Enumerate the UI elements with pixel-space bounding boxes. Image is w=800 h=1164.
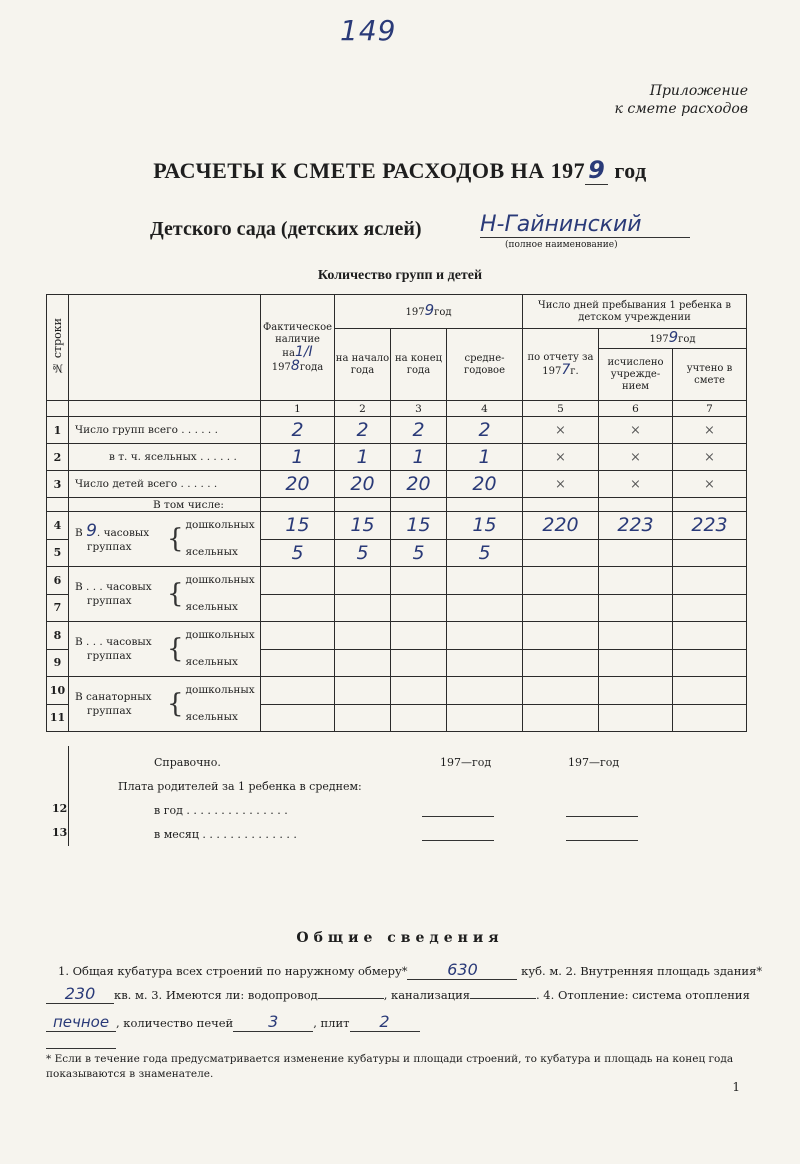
table-cell	[261, 622, 335, 650]
colnum-6: 6	[599, 401, 673, 417]
cell-value: 5	[261, 539, 335, 567]
days-group-header: Число дней пребывания 1 ребенка в детском учреждении	[523, 295, 747, 329]
groups-children-table	[46, 294, 747, 732]
row-label: Число детей всего . . . . . .	[69, 471, 261, 498]
title-year-handwritten: 9	[585, 156, 608, 185]
cell-value: 220	[523, 512, 599, 540]
table-cell	[447, 567, 523, 595]
colnum-3: 3	[391, 401, 447, 417]
table-cell	[523, 498, 599, 512]
table-cell	[599, 649, 673, 677]
table-cell	[261, 594, 335, 622]
volume-handwritten: 630	[407, 960, 517, 980]
table-cell	[391, 649, 447, 677]
table-cell	[673, 649, 747, 677]
reference-year-2: 197—год	[568, 756, 620, 769]
group-a-hours-handwritten: 9	[86, 521, 97, 541]
label-header	[69, 295, 261, 401]
cross-mark: ×	[523, 417, 599, 444]
cell-value: 223	[599, 512, 673, 540]
stoves-label: , количество печей	[116, 1016, 234, 1030]
table-cell	[599, 567, 673, 595]
table-cell	[335, 704, 391, 732]
per-month-label: в месяц . . . . . . . . . . . . . .	[154, 828, 297, 841]
row-number: 4	[47, 512, 69, 540]
footnote: * Если в течение года предусматривается изменение кубатуры и площади строений, то кубатура и площадь на конец года показываются в знаменателе.	[46, 1053, 734, 1080]
in-that-number-label: В том числе:	[69, 498, 261, 512]
table-cell	[523, 594, 599, 622]
cell-value: 15	[447, 512, 523, 540]
table-row	[47, 512, 747, 540]
table-cell	[391, 677, 447, 705]
colnum-4: 4	[447, 401, 523, 417]
row-number: 10	[47, 677, 69, 705]
row-number: 5	[47, 539, 69, 567]
cell-value: 15	[261, 512, 335, 540]
table-cell	[523, 677, 599, 705]
cross-mark: ×	[599, 444, 673, 471]
table-cell	[391, 498, 447, 512]
institution-name-handwritten: Н-Гайнинский	[480, 212, 690, 238]
cell-value: 5	[335, 539, 391, 567]
sewer-value	[470, 998, 536, 999]
col2-header: на начало года	[335, 329, 391, 401]
table-cell	[335, 677, 391, 705]
plates-label: , плит	[313, 1016, 350, 1030]
cell-value: 20	[391, 471, 447, 498]
table-row	[47, 471, 747, 498]
col4-header: средне-годовое	[447, 329, 523, 401]
colnum-2: 2	[335, 401, 391, 417]
cell-value: 5	[447, 539, 523, 567]
handwritten-page-number: 149	[340, 14, 397, 47]
table-cell	[599, 704, 673, 732]
per-month-value-2	[566, 840, 638, 841]
row-number: 1	[47, 417, 69, 444]
group-b-label: В . . . часовых группах { дошкольных ясельных	[69, 567, 261, 622]
year-group-header: 1979год	[335, 295, 523, 329]
table-row	[47, 622, 747, 650]
sheet-number: 1	[732, 1080, 740, 1094]
colnum-1: 1	[261, 401, 335, 417]
table-cell	[523, 649, 599, 677]
table-cell	[447, 649, 523, 677]
title-suffix: год	[614, 158, 647, 183]
table-cell	[447, 622, 523, 650]
table-cell	[261, 704, 335, 732]
area-handwritten: 230	[46, 984, 114, 1004]
reference-year-1: 197—год	[440, 756, 492, 769]
group-d-label: В санаторных группах { дошкольных ясельных	[69, 677, 261, 732]
institution-name-caption: (полное наименование)	[505, 240, 618, 250]
row-label: Число групп всего . . . . . .	[69, 417, 261, 444]
table-cell	[335, 594, 391, 622]
col6-header: исчислено учрежде-нием	[599, 349, 673, 401]
cross-mark: ×	[523, 471, 599, 498]
appendix-line-1: Приложение	[649, 83, 748, 99]
actual-date-handwritten: 1/I	[294, 343, 313, 360]
cell-value: 2	[391, 417, 447, 444]
col7-header: учтено в смете	[673, 349, 747, 401]
heating-handwritten: печное	[46, 1013, 116, 1032]
table-cell	[447, 677, 523, 705]
cross-mark: ×	[673, 471, 747, 498]
reference-block	[46, 746, 746, 856]
table-cell	[599, 594, 673, 622]
row-number: 3	[47, 471, 69, 498]
cell-value: 1	[447, 444, 523, 471]
cross-mark: ×	[673, 444, 747, 471]
table-cell	[673, 677, 747, 705]
row-label: в т. ч. ясельных . . . . . .	[69, 444, 261, 471]
rownum-header: № строки	[47, 295, 69, 401]
table-cell	[261, 649, 335, 677]
water-label: кв. м. 3. Имеются ли: водопровод	[114, 988, 318, 1002]
reference-label: Справочно.	[154, 756, 221, 769]
table-cell	[447, 498, 523, 512]
table-cell	[261, 498, 335, 512]
general-line-2	[46, 984, 750, 1004]
table-row	[47, 417, 747, 444]
colnum-blank	[47, 401, 69, 417]
stoves-handwritten: 3	[233, 1012, 313, 1032]
year-group-handwritten: 9	[424, 301, 435, 319]
table-cell	[673, 594, 747, 622]
table-cell	[599, 498, 673, 512]
row-number-12: 12	[52, 802, 68, 815]
table-cell	[523, 622, 599, 650]
row-number-13: 13	[52, 826, 68, 839]
table-title: Количество групп и детей	[317, 268, 483, 283]
row-number: 2	[47, 444, 69, 471]
col1-header: Фактическое наличие на1/I 1978года	[261, 295, 335, 401]
cell-value: 20	[335, 471, 391, 498]
per-year-value-1	[422, 816, 494, 817]
title-prefix: РАСЧЕТЫ К СМЕТЕ РАСХОДОВ НА 197	[153, 158, 586, 183]
cell-value: 5	[391, 539, 447, 567]
cell-value: 20	[447, 471, 523, 498]
cell-value: 2	[335, 417, 391, 444]
cell-value: 1	[391, 444, 447, 471]
cell-value: 223	[673, 512, 747, 540]
sub-year-header: 1979год	[599, 329, 747, 349]
table-cell	[673, 567, 747, 595]
table-row	[47, 444, 747, 471]
page-title	[0, 156, 800, 185]
table-cell	[673, 622, 747, 650]
cell-value: 15	[335, 512, 391, 540]
table-cell	[391, 704, 447, 732]
table-cell	[599, 622, 673, 650]
row-number: 7	[47, 594, 69, 622]
actual-year-handwritten: 8	[290, 357, 300, 374]
cell-value: 1	[261, 444, 335, 471]
table-cell	[335, 649, 391, 677]
table-row	[47, 567, 747, 595]
water-value	[318, 998, 384, 999]
parent-fee-label: Плата родителей за 1 ребенка в среднем:	[118, 780, 362, 793]
group-c-label: В . . . часовых группах { дошкольных ясельных	[69, 622, 261, 677]
cell-value	[599, 539, 673, 567]
row-number: 8	[47, 622, 69, 650]
per-month-value-1	[422, 840, 494, 841]
row-number-blank	[47, 498, 69, 512]
institution-label: Детского сада (детских яслей)	[150, 218, 422, 240]
cell-value	[673, 539, 747, 567]
colnum-5: 5	[523, 401, 599, 417]
sub-year-handwritten: 9	[668, 328, 679, 346]
row-number: 9	[47, 649, 69, 677]
plates-handwritten: 2	[350, 1012, 420, 1032]
group-a-label: В 9. часовых группах { дошкольных ясельных	[69, 512, 261, 567]
table-cell	[391, 594, 447, 622]
table-cell	[391, 622, 447, 650]
general-info-title: Общие сведения	[296, 930, 504, 946]
table-row	[47, 677, 747, 705]
appendix-note	[615, 82, 748, 118]
cell-value: 2	[447, 417, 523, 444]
table-cell	[335, 622, 391, 650]
table-cell	[261, 677, 335, 705]
cell-value: 1	[335, 444, 391, 471]
sewer-label: , канализация	[383, 988, 470, 1002]
colnum-blank-label	[69, 401, 261, 417]
per-year-label: в год . . . . . . . . . . . . . . .	[154, 804, 288, 817]
cell-value: 20	[261, 471, 335, 498]
table-cell	[335, 498, 391, 512]
table-cell	[261, 567, 335, 595]
cross-mark: ×	[523, 444, 599, 471]
table-cell	[599, 677, 673, 705]
appendix-line-2: к смете расходов	[614, 101, 748, 117]
cross-mark: ×	[673, 417, 747, 444]
general-line-3	[46, 1012, 420, 1032]
cell-value	[523, 539, 599, 567]
col3-header: на конец года	[391, 329, 447, 401]
row-number: 11	[47, 704, 69, 732]
col5-year-handwritten: 7	[561, 361, 571, 378]
footnote-divider	[46, 1048, 116, 1049]
table-cell	[447, 704, 523, 732]
per-year-value-2	[566, 816, 638, 817]
area-label: куб. м. 2. Внутренняя площадь здания*	[521, 964, 763, 978]
row-number: 6	[47, 567, 69, 595]
cross-mark: ×	[599, 417, 673, 444]
cross-mark: ×	[599, 471, 673, 498]
table-cell	[523, 567, 599, 595]
col5-header: по отчету за 1977г.	[523, 329, 599, 401]
cell-value: 2	[261, 417, 335, 444]
colnum-7: 7	[673, 401, 747, 417]
table-cell	[523, 704, 599, 732]
table-cell	[673, 704, 747, 732]
volume-label: 1. Общая кубатура всех строений по наружному обмеру*	[58, 964, 408, 978]
cell-value: 15	[391, 512, 447, 540]
table-cell	[673, 498, 747, 512]
table-cell	[335, 567, 391, 595]
heating-label: . 4. Отопление: система отопления	[536, 988, 750, 1002]
general-line-1	[58, 960, 762, 980]
table-cell	[447, 594, 523, 622]
table-cell	[391, 567, 447, 595]
